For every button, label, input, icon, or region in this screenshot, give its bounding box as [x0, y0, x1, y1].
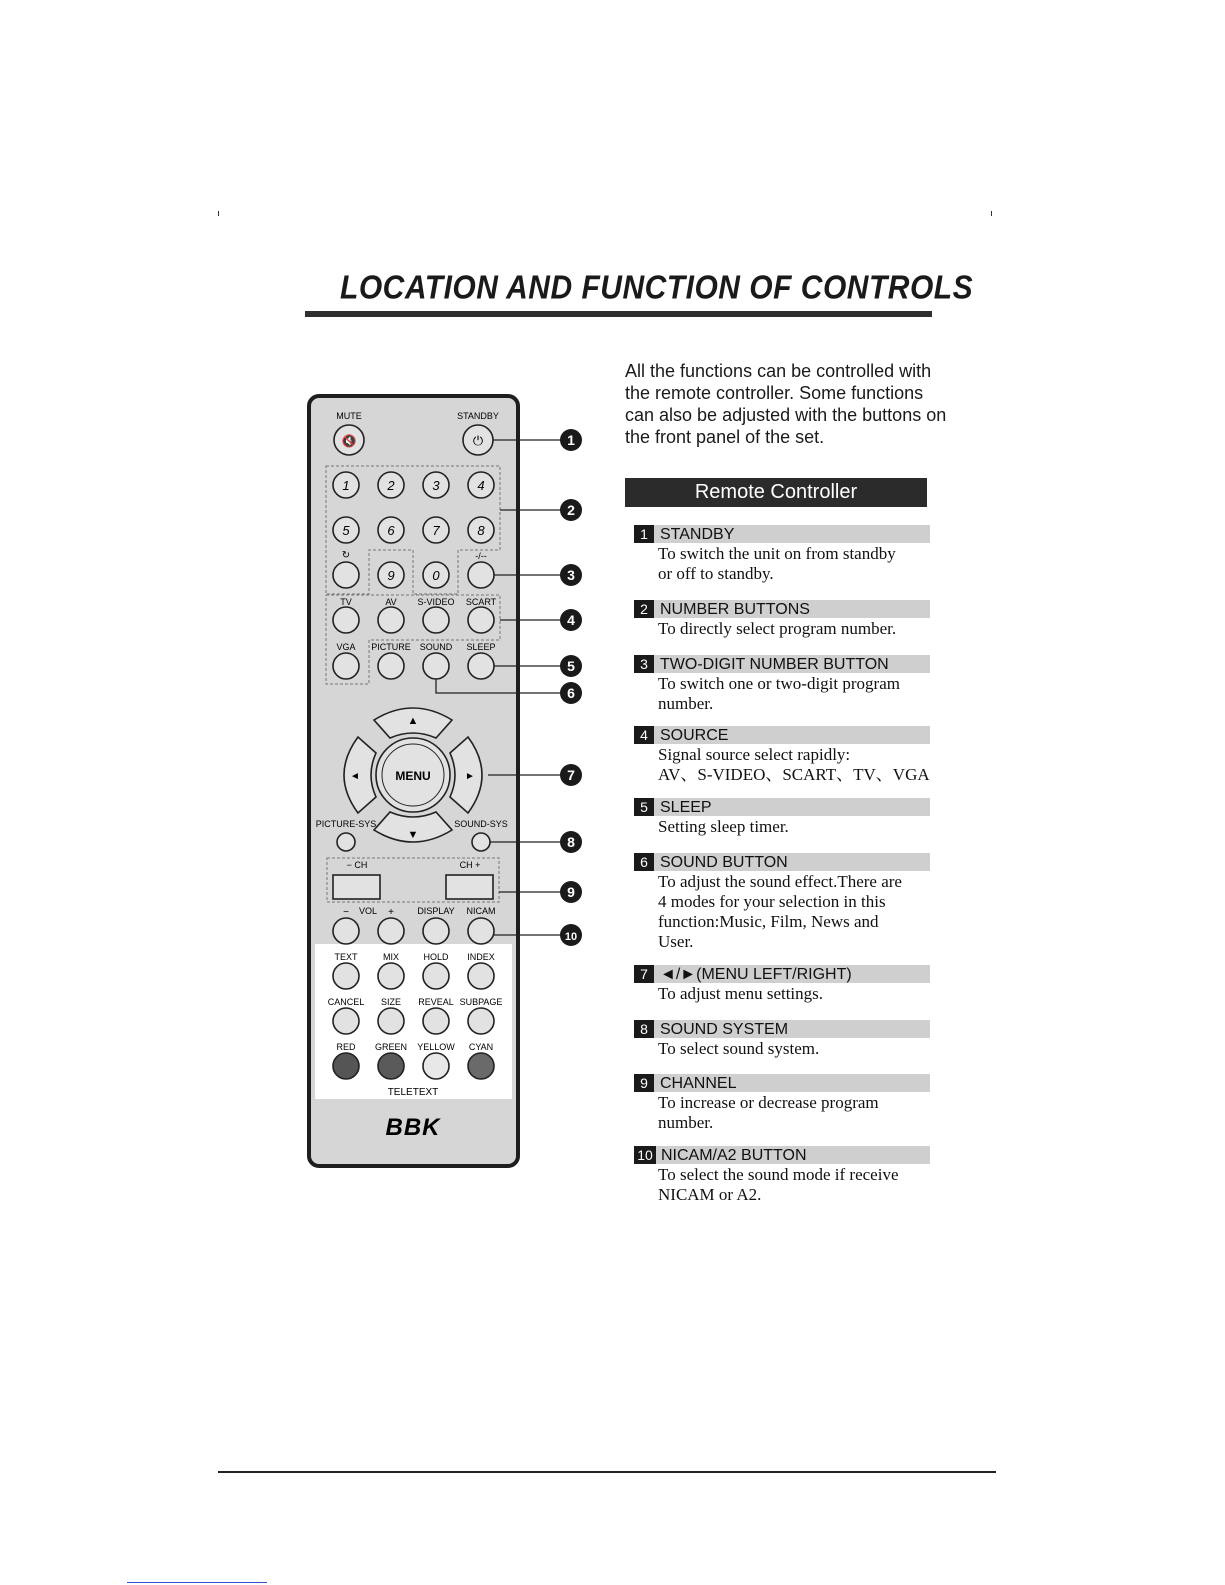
item-header-5: [634, 798, 930, 816]
item-description-line: To switch one or two-digit program: [658, 674, 900, 693]
ch-plus-label: CH +: [459, 860, 481, 870]
item-description-line: To directly select program number.: [658, 619, 897, 638]
item-number: 9: [634, 1074, 654, 1092]
recall-icon: ↻: [341, 550, 351, 561]
item-header-2: [634, 600, 930, 618]
green-label: GREEN: [374, 1042, 408, 1052]
digit-label: 5: [342, 523, 350, 538]
bottom-rule: [218, 1471, 996, 1473]
digit-label: 0: [432, 568, 440, 583]
digit-label: 6: [387, 523, 395, 538]
tv-label: TV: [340, 597, 352, 607]
cancel-button[interactable]: [333, 1008, 359, 1034]
up-arrow-icon: ▲: [407, 715, 419, 727]
item-header-1: [634, 525, 930, 543]
digit-label: 9: [387, 568, 395, 583]
footer-link-underline: [127, 1582, 267, 1583]
item-number: 1: [634, 525, 654, 543]
ch-minus-label: − CH: [346, 860, 368, 870]
mute-label: MUTE: [336, 411, 362, 421]
sound-sys-button[interactable]: [472, 833, 490, 851]
callout-number: 7: [567, 767, 575, 783]
item-description-line: To increase or decrease program: [658, 1093, 879, 1112]
vol-plus-button[interactable]: [378, 918, 404, 944]
subpage-button[interactable]: [468, 1008, 494, 1034]
item-header-4: [634, 726, 930, 744]
picture-button[interactable]: [378, 653, 404, 679]
reveal-button[interactable]: [423, 1008, 449, 1034]
corner-mark: [991, 211, 992, 216]
av-button[interactable]: [378, 607, 404, 633]
item-description-line: number.: [658, 1113, 714, 1132]
nicam-button[interactable]: [468, 918, 494, 944]
hold-button[interactable]: [423, 963, 449, 989]
yellow-button[interactable]: [423, 1053, 449, 1079]
item-label: SOUND BUTTON: [660, 854, 788, 871]
item-header-6: [634, 853, 930, 871]
item-header-9: [634, 1074, 930, 1092]
size-button[interactable]: [378, 1008, 404, 1034]
picture-sys-button[interactable]: [337, 833, 355, 851]
item-description-line: To adjust menu settings.: [658, 984, 824, 1003]
picture-label: PICTURE: [371, 642, 411, 652]
scart-label: SCART: [465, 597, 497, 607]
index-label: INDEX: [467, 952, 495, 962]
sound-sys-label: SOUND-SYS: [454, 819, 508, 829]
vol-label: VOL: [358, 906, 378, 916]
item-description-line: or off to standby.: [658, 564, 774, 583]
item-number: 3: [634, 655, 654, 673]
item-label: TWO-DIGIT NUMBER BUTTON: [660, 656, 889, 673]
callout-number: 8: [567, 834, 575, 850]
text-label: TEXT: [334, 952, 358, 962]
sound-label: SOUND: [419, 642, 453, 652]
vol-minus-button[interactable]: [333, 918, 359, 944]
left-arrow-icon: ◄: [350, 771, 360, 782]
item-label: CHANNEL: [660, 1075, 737, 1092]
item-description-line: function:Music, Film, News and: [658, 912, 879, 931]
two-digit-label: -/--: [475, 551, 487, 561]
red-button[interactable]: [333, 1053, 359, 1079]
callout-badges: [560, 429, 582, 946]
two-digit-button[interactable]: [468, 562, 494, 588]
remote-controller-illustration: [290, 385, 600, 1185]
item-description-line: Signal source select rapidly:: [658, 745, 851, 764]
mix-button[interactable]: [378, 963, 404, 989]
vga-button[interactable]: [333, 653, 359, 679]
item-description-line: AV、S-VIDEO、SCART、TV、VGA: [658, 765, 930, 784]
size-label: SIZE: [380, 997, 402, 1007]
standby-label: STANDBY: [457, 411, 499, 421]
down-arrow-icon: ▼: [407, 829, 419, 841]
picture-sys-label: PICTURE-SYS: [315, 819, 377, 829]
text-button[interactable]: [333, 963, 359, 989]
hold-label: HOLD: [423, 952, 449, 962]
display-button[interactable]: [423, 918, 449, 944]
item-description-line: To select the sound mode if receive: [658, 1165, 899, 1184]
item-number: 8: [634, 1020, 654, 1038]
subpage-label: SUBPAGE: [459, 997, 503, 1007]
intro-paragraph: All the functions can be controlled with the remote controller. Some functions can also be adjusted with the buttons on the front panel of the set.: [625, 361, 947, 447]
mix-label: MIX: [382, 952, 400, 962]
title-rule: [305, 311, 932, 317]
red-label: RED: [336, 1042, 356, 1052]
callout-number: 4: [567, 612, 575, 628]
menu-label: MENU: [395, 769, 431, 783]
item-label: ◄/►(MENU LEFT/RIGHT): [660, 966, 852, 983]
item-description-line: To adjust the sound effect.There are: [658, 872, 902, 891]
cancel-label: CANCEL: [327, 997, 365, 1007]
item-number: 4: [634, 726, 654, 744]
item-label: SOUND SYSTEM: [660, 1021, 789, 1038]
mute-icon: 🔇: [341, 434, 357, 448]
ch-minus-button[interactable]: [333, 875, 380, 899]
scart-button[interactable]: [468, 607, 494, 633]
display-label: DISPLAY: [417, 906, 455, 916]
item-description-line: 4 modes for your selection in this: [658, 892, 886, 911]
item-description-line: number.: [658, 694, 714, 713]
vga-label: VGA: [336, 642, 356, 652]
corner-mark: [218, 211, 219, 216]
item-header-8: [634, 1020, 930, 1038]
item-description-line: To switch the unit on from standby: [658, 544, 896, 563]
section-banner: Remote Controller: [625, 478, 927, 507]
digit-label: 1: [342, 478, 350, 493]
item-number: 6: [634, 853, 654, 871]
teletext-label: TELETEXT: [387, 1087, 439, 1098]
item-label: STANDBY: [660, 526, 735, 543]
callout-number: 2: [567, 502, 575, 518]
sleep-button[interactable]: [468, 653, 494, 679]
digit-label: 7: [432, 523, 440, 538]
item-header-3: [634, 655, 930, 673]
digit-label: 4: [477, 478, 485, 493]
item-number: 5: [634, 798, 654, 816]
item-label: SLEEP: [660, 799, 712, 816]
vol-plus-label: +: [388, 907, 394, 918]
index-button[interactable]: [468, 963, 494, 989]
callout-number: 1: [567, 432, 575, 448]
item-description-line: Setting sleep timer.: [658, 817, 789, 836]
green-button[interactable]: [378, 1053, 404, 1079]
brand-logo: BBK: [385, 1114, 441, 1141]
sleep-label: SLEEP: [466, 642, 496, 652]
av-label: AV: [385, 597, 397, 607]
nicam-label: NICAM: [466, 906, 496, 916]
right-arrow-icon: ►: [465, 771, 475, 782]
item-header-7: [634, 965, 930, 983]
callout-number: 3: [567, 567, 575, 583]
vol-minus-label: −: [343, 907, 349, 918]
item-description-line: User.: [658, 932, 694, 951]
digit-label: 2: [387, 478, 395, 493]
item-number: 10: [634, 1146, 656, 1164]
power-icon: ⏻: [472, 433, 484, 448]
ch-plus-button[interactable]: [446, 875, 493, 899]
cyan-button[interactable]: [468, 1053, 494, 1079]
s-video-label: S-VIDEO: [417, 597, 455, 607]
item-label: SOURCE: [660, 727, 729, 744]
digit-label: 8: [477, 523, 485, 538]
recall-button[interactable]: [333, 562, 359, 588]
digit-label: 3: [432, 478, 440, 493]
item-description-line: To select sound system.: [658, 1039, 820, 1058]
item-label: NICAM/A2 BUTTON: [661, 1147, 807, 1164]
tv-button[interactable]: [333, 607, 359, 633]
item-header-10: [634, 1146, 930, 1164]
item-number: 7: [634, 965, 654, 983]
callout-number: 5: [567, 658, 575, 674]
callout-number: 10: [564, 931, 578, 943]
s-video-button[interactable]: [423, 607, 449, 633]
sound-button[interactable]: [423, 653, 449, 679]
page-title: LOCATION AND FUNCTION OF CONTROLS: [340, 270, 974, 307]
item-description-line: NICAM or A2.: [658, 1185, 762, 1204]
item-number: 2: [634, 600, 654, 618]
item-label: NUMBER BUTTONS: [660, 601, 810, 618]
cyan-label: CYAN: [468, 1042, 494, 1052]
yellow-label: YELLOW: [417, 1042, 455, 1052]
callout-number: 9: [567, 884, 575, 900]
reveal-label: REVEAL: [418, 997, 454, 1007]
callout-number: 6: [567, 685, 575, 701]
